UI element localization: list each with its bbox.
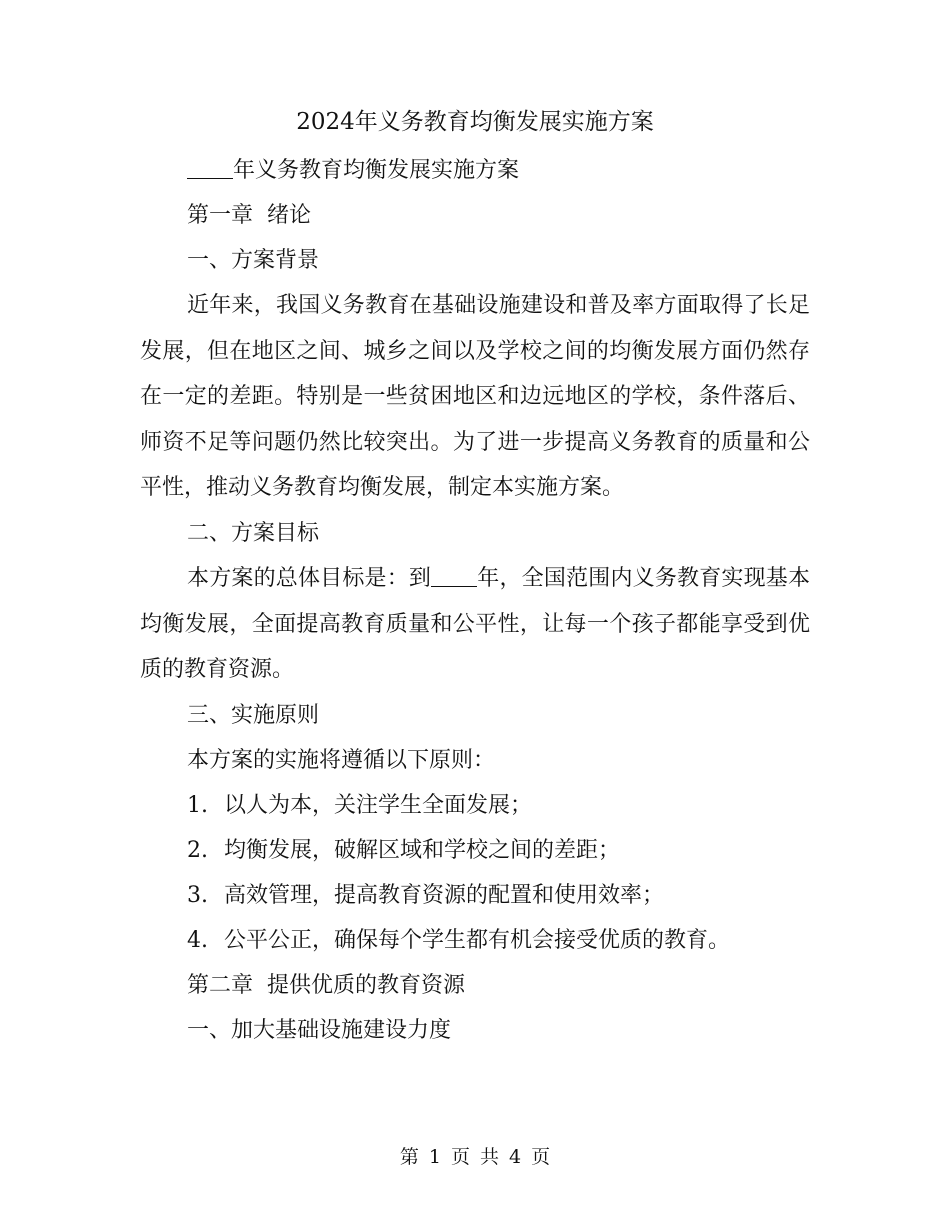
list-item (140, 828, 810, 873)
section-heading: 一、加大基础设施建设力度 (187, 1017, 452, 1043)
list-item (140, 873, 810, 918)
list-text: 高效管理，提高教育资源的配置和使用效率； (224, 882, 665, 908)
paragraph-text: 年，全国范围内义务教育实现基本均衡发展，全面提高教育质量和公平性，让每一个孩子都能享受到优质的教育资源。 (140, 565, 810, 683)
subtitle-text: 年义务教育均衡发展实施方案 (233, 158, 520, 183)
section-heading: 二、方案目标 (187, 520, 320, 546)
list-text: 均衡发展，破解区域和学校之间的差距； (224, 837, 621, 863)
paragraph-text: 本方案的总体目标是：到 (187, 565, 432, 591)
document-title: 2024年义务教育均衡发展实施方案 (296, 109, 654, 135)
section-heading: 三、实施原则 (187, 702, 320, 728)
document-body (140, 148, 810, 1053)
chapter-heading: 第二章 提供优质的教育资源 (187, 972, 465, 998)
page-number: 第 1 页 共 4 页 (399, 1146, 551, 1168)
list-item (140, 918, 810, 963)
list-number: 1. (187, 792, 208, 818)
chapter-heading: 第一章 绪论 (187, 203, 311, 228)
blank-underline (431, 566, 477, 587)
list-text: 公平公正，确保每个学生都有机会接受优质的教育。 (224, 927, 731, 953)
list-item (140, 783, 810, 828)
paragraph: 近年来，我国义务教育在基础设施建设和普及率方面取得了长足发展，但在地区之间、城乡之间以及学校之间的均衡发展方面仍然存在一定的差距。特别是一些贫困地区和边远地区的学校，条件落后、师资不足等问题仍然比较突出。为了进一步提高义务教育的质量和公平性，推动义务教育均衡发展，制定本实施方案。 (140, 293, 810, 501)
paragraph (140, 556, 810, 693)
list-text: 以人为本，关注学生全面发展； (224, 792, 533, 818)
list-number: 3. (187, 882, 208, 908)
subtitle (140, 148, 810, 193)
list-number: 2. (187, 837, 208, 863)
blank-underline (187, 158, 233, 179)
paragraph: 本方案的实施将遵循以下原则： (187, 747, 496, 773)
list-number: 4. (187, 927, 208, 953)
section-heading: 一、方案背景 (187, 248, 320, 273)
